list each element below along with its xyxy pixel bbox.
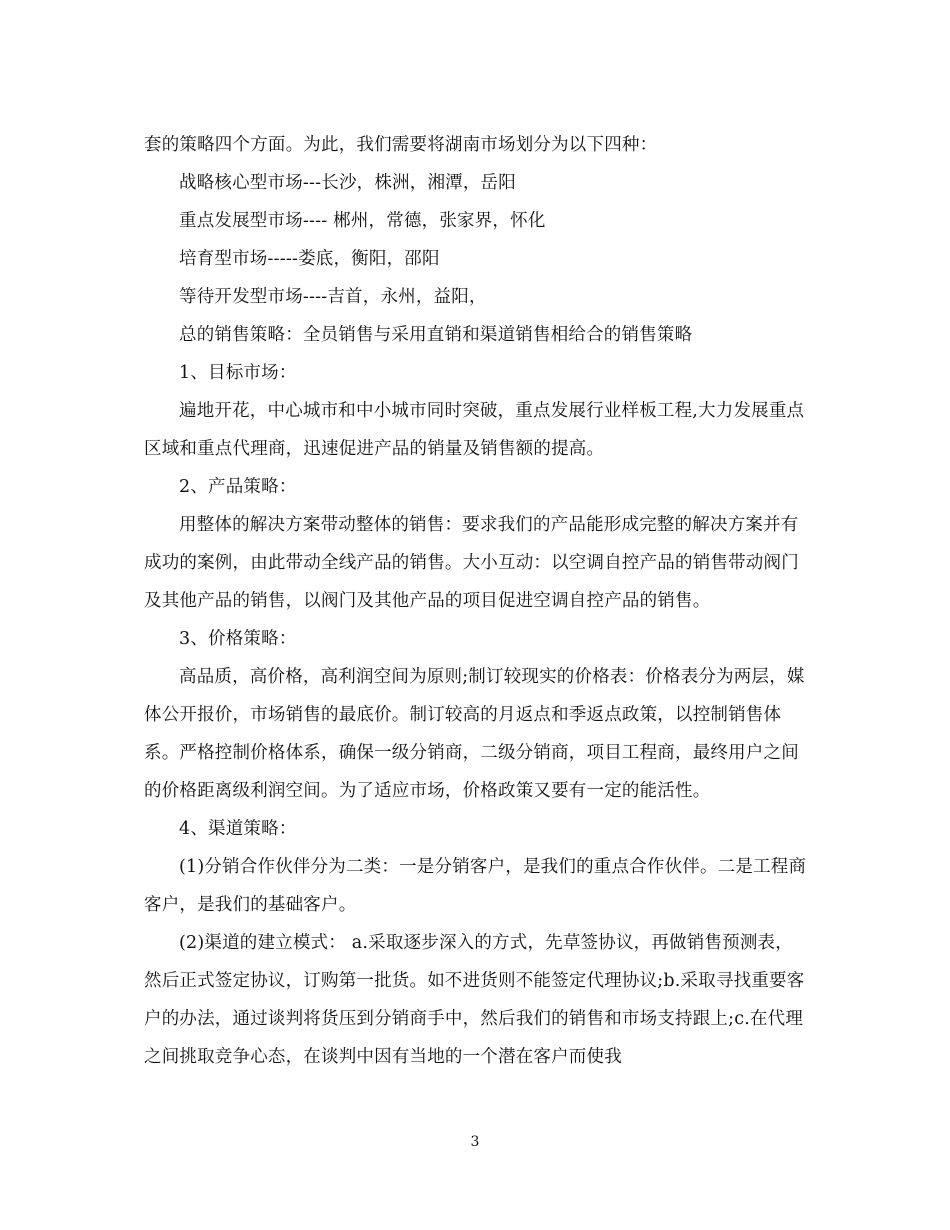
paragraph-market-core: 战略核心型市场---长沙，株洲，湘潭，岳阳 [179,173,516,193]
paragraph-market-nurture: 培育型市场-----娄底，衡阳，邵阳 [179,249,440,269]
heading-target-market: 1、目标市场： [179,363,297,383]
paragraph-continuation: 套的策略四个方面。为此，我们需要将湖南市场划分为以下四种： [144,135,658,155]
heading-price-strategy: 3、价格策略： [179,629,297,649]
paragraph-price-strategy: 高品质，高价格，高利润空间为原则;制订较现实的价格表：价格表分为两层，媒体公开报价，市场销售的最底价。制订较高的月返点和季返点政策，以控制销售体系。严格控制价格体系，确保一级分销商，二级分销商，项目工程商，最终用户之间的价格距离级利润空间。为了适应市场，价格政策又要有一定的能活性。 [144,667,805,801]
paragraph-market-pending: 等待开发型市场----吉首，永州，益阳， [179,287,487,307]
heading-channel-strategy: 4、渠道策略： [179,819,297,839]
document-body [144,126,810,1076]
page-number: 3 [470,1134,480,1150]
paragraph-target-market: 遍地开花，中心城市和中小城市同时突破，重点发展行业样板工程,大力发展重点区域和重点代理商，迅速促进产品的销量及销售额的提高。 [144,401,805,459]
paragraph-product-strategy: 用整体的解决方案带动整体的销售：要求我们的产品能形成完整的解决方案并有成功的案例，由此带动全线产品的销售。大小互动：以空调自控产品的销售带动阀门及其他产品的销售，以阀门及其他产品的项目促进空调自控产品的销售。 [144,515,799,611]
paragraph-channel-model: (2)渠道的建立模式： a.采取逐步深入的方式，先草签协议，再做销售预测表，然后正式签定协议，订购第一批货。如不进货则不能签定代理协议;b.采取寻找重要客户的办法，通过谈判将货压到分销商手中，然后我们的销售和市场支持跟上;c.在代理之间挑取竞争心态，在谈判中因有当地的一个潜在客户而使我 [144,933,805,1067]
heading-product-strategy: 2、产品策略： [179,477,297,497]
paragraph-overall-strategy: 总的销售策略：全员销售与采用直销和渠道销售相给合的销售策略 [179,325,693,345]
paragraph-channel-partners: (1)分销合作伙伴分为二类：一是分销客户，是我们的重点合作伙伴。二是工程商客户，是我们的基础客户。 [144,857,807,915]
paragraph-market-key: 重点发展型市场---- 郴州，常德，张家界，怀化 [179,211,546,231]
